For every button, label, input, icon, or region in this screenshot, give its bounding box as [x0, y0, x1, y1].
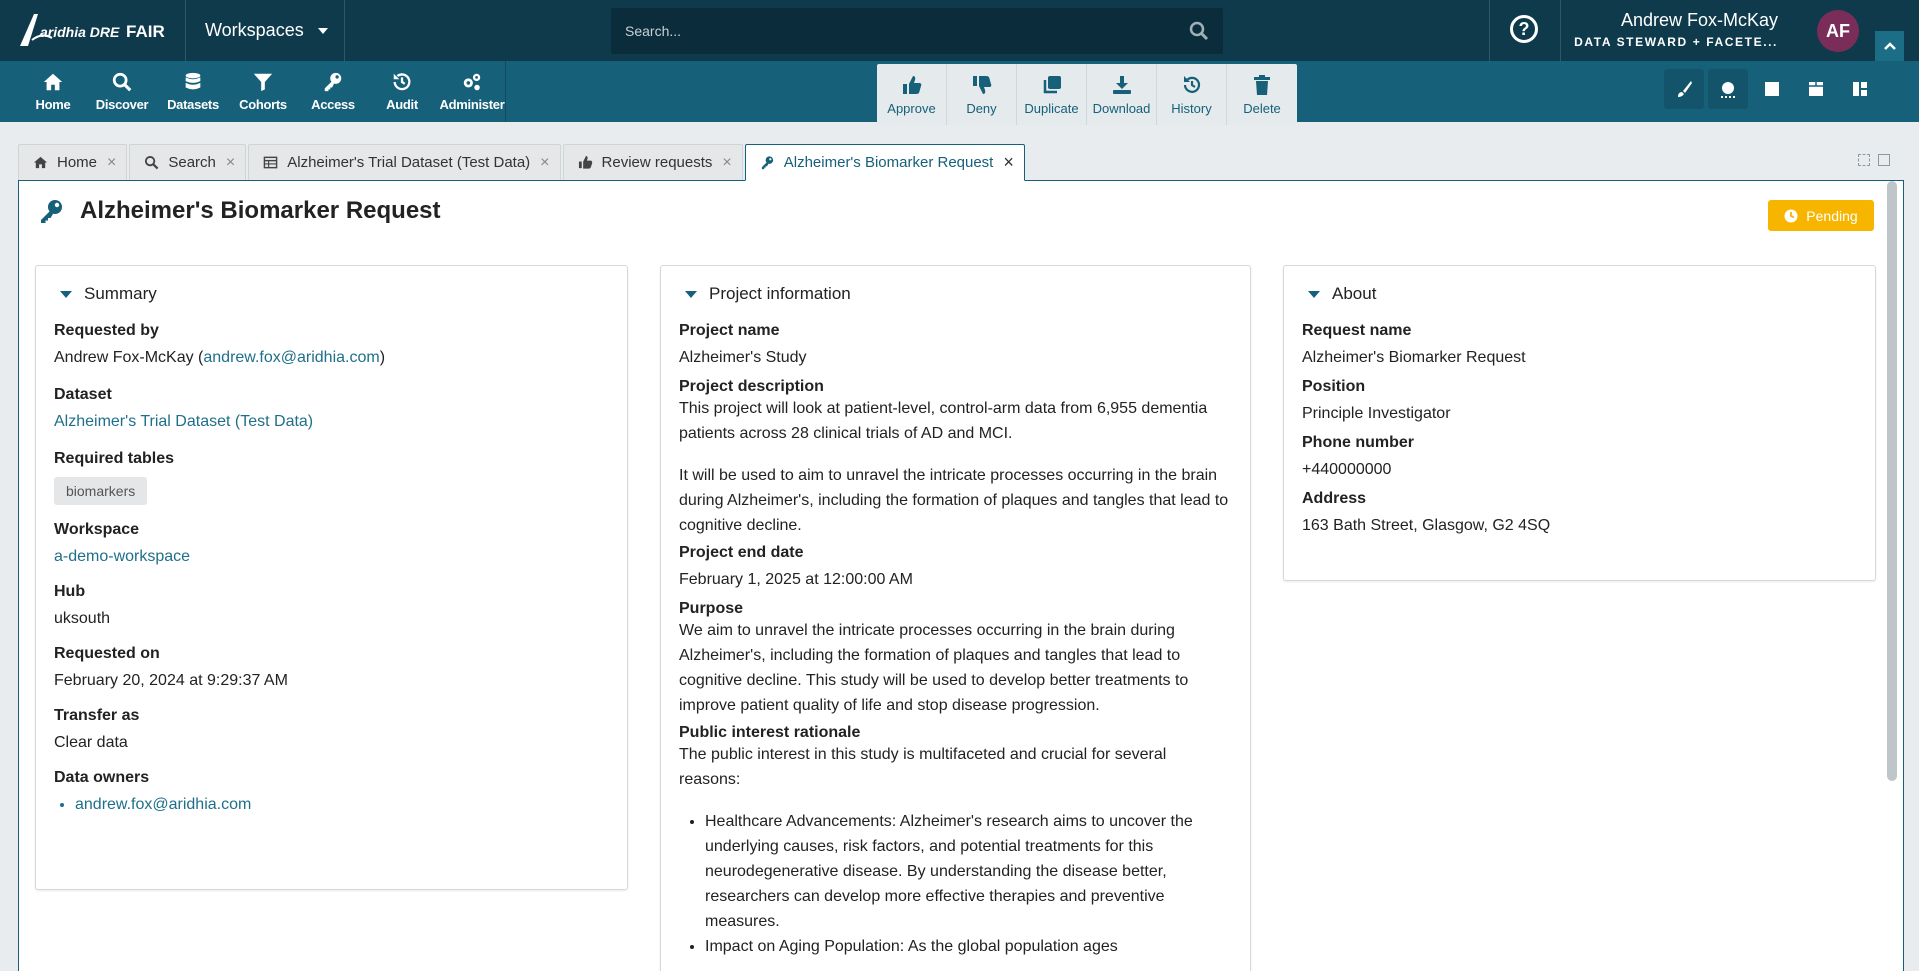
- maximize-icon[interactable]: [1878, 154, 1890, 166]
- data-owner-link[interactable]: • andrew.fox@aridhia.com: [75, 792, 609, 817]
- search-icon: [111, 71, 133, 93]
- layout-grid-icon: [1850, 79, 1870, 99]
- layout-split-icon: [1806, 79, 1826, 99]
- cogs-icon: [461, 71, 483, 93]
- close-icon[interactable]: ×: [1003, 152, 1014, 172]
- user-menu[interactable]: [1560, 10, 1778, 49]
- request-name-value: Alzheimer's Biomarker Request: [1302, 349, 1526, 366]
- about-heading: About: [1332, 284, 1377, 303]
- project-information-toggle[interactable]: [685, 284, 1232, 304]
- caret-down-icon: [60, 291, 72, 298]
- hub-label: Hub: [54, 583, 86, 600]
- key-icon: [39, 198, 65, 224]
- tab-biomarker-request[interactable]: [745, 144, 1025, 181]
- close-icon[interactable]: ×: [107, 153, 117, 171]
- deny-button[interactable]: [947, 64, 1017, 125]
- nav-discover-label: Discover: [95, 97, 149, 112]
- tab-review-requests-label: Review requests: [601, 154, 713, 171]
- collapse-header-button[interactable]: [1875, 31, 1904, 61]
- theme-button[interactable]: [1664, 69, 1704, 109]
- top-bar: [0, 0, 1919, 61]
- caret-down-icon: [318, 28, 328, 34]
- nav-administer-label: Administer: [439, 97, 505, 112]
- tab-search-label: Search: [168, 154, 216, 171]
- project-end-date-value: February 1, 2025 at 12:00:00 AM: [679, 571, 913, 588]
- requester-name: Andrew Fox-McKay (: [54, 349, 204, 366]
- window-controls: [1858, 154, 1890, 166]
- requested-by-value: [54, 345, 609, 370]
- project-description-label: Project description: [679, 378, 824, 395]
- address-value: 163 Bath Street, Glasgow, G2 4SQ: [1302, 517, 1551, 534]
- requested-on-label: Requested on: [54, 645, 160, 662]
- contrast-icon: [1718, 79, 1738, 99]
- summary-heading: Summary: [84, 284, 157, 303]
- brush-icon: [1674, 79, 1694, 99]
- workspaces-label: Workspaces: [205, 20, 304, 40]
- rationale-intro: The public interest in this study is multifaceted and crucial for several reasons:: [679, 746, 1167, 788]
- tab-dataset[interactable]: [248, 144, 560, 180]
- table-chip: biomarkers: [54, 477, 147, 505]
- trash-icon: [1251, 74, 1273, 96]
- workspace-link[interactable]: a-demo-workspace: [54, 548, 191, 565]
- history-icon: [1181, 74, 1203, 96]
- about-panel: [1283, 265, 1876, 581]
- user-name: Andrew Fox-McKay: [1620, 10, 1778, 30]
- project-information-heading: Project information: [709, 284, 851, 303]
- approve-button[interactable]: [877, 64, 947, 125]
- project-description-p1: This project will look at patient-level, control-arm data from 6,955 dementia patients across 28 clinical trials of AD and MCI.: [679, 400, 1208, 442]
- deny-label: Deny: [966, 100, 997, 116]
- nav-access[interactable]: [310, 61, 356, 122]
- requester-email-link[interactable]: andrew.fox@aridhia.com: [203, 349, 380, 366]
- dataset-label: Dataset: [54, 386, 112, 403]
- required-tables-label: Required tables: [54, 450, 175, 467]
- duplicate-label: Duplicate: [1024, 100, 1079, 116]
- purpose-label: Purpose: [679, 600, 744, 617]
- search-icon[interactable]: [1189, 21, 1209, 41]
- nav-home-label: Home: [35, 97, 71, 112]
- layout-split-button[interactable]: [1796, 69, 1836, 109]
- rationale-item: • Impact on Aging Population: As the global population ages: [705, 934, 1232, 959]
- layout-grid-button[interactable]: [1840, 69, 1880, 109]
- scrollbar[interactable]: [1887, 181, 1897, 781]
- position-value: Principle Investigator: [1302, 405, 1451, 422]
- expand-icon[interactable]: [1858, 154, 1870, 166]
- table-icon: [263, 155, 278, 170]
- history-label: History: [1171, 100, 1212, 116]
- tab-home[interactable]: [18, 144, 127, 180]
- requested-on-value: February 20, 2024 at 9:29:37 AM: [54, 672, 288, 689]
- nav-audit[interactable]: [383, 61, 421, 122]
- nav-cohorts[interactable]: [238, 61, 288, 122]
- search-bar: [611, 8, 1223, 54]
- workspaces-dropdown[interactable]: [205, 0, 328, 61]
- request-actions: [877, 64, 1297, 125]
- caret-down-icon: [1308, 291, 1320, 298]
- search-icon: [144, 155, 159, 170]
- request-detail-panel: [18, 180, 1904, 971]
- dataset-link[interactable]: Alzheimer's Trial Dataset (Test Data): [54, 413, 314, 430]
- position-label: Position: [1302, 378, 1366, 395]
- close-icon[interactable]: ×: [722, 153, 732, 171]
- rationale-item: • Healthcare Advancements: Alzheimer's research aims to uncover the underlying causes, risk factors, and potential treatments for this neurodegenerative disease. By understanding the disease better, researchers can develop more effective therapies and preventive measures.: [705, 809, 1232, 934]
- summary-panel: [35, 265, 628, 890]
- nav-datasets[interactable]: [166, 61, 220, 122]
- nav-datasets-label: Datasets: [167, 97, 219, 112]
- caret-down-icon: [685, 291, 697, 298]
- duplicate-button[interactable]: [1017, 64, 1087, 125]
- requester-close-paren: ): [379, 349, 386, 366]
- nav-cohorts-label: Cohorts: [239, 97, 287, 112]
- requested-by-label: Requested by: [54, 322, 159, 339]
- project-information-panel: [660, 265, 1251, 971]
- duplicate-icon: [1041, 74, 1063, 96]
- request-name-label: Request name: [1302, 322, 1412, 339]
- status-badge: [1768, 200, 1874, 231]
- summary-toggle[interactable]: [60, 284, 609, 304]
- tab-home-label: Home: [57, 154, 98, 171]
- home-icon: [42, 71, 64, 93]
- close-icon[interactable]: ×: [225, 153, 236, 171]
- nav-discover[interactable]: [96, 61, 148, 122]
- accessibility-button[interactable]: [1708, 69, 1748, 109]
- close-icon[interactable]: ×: [540, 153, 550, 171]
- page-header: [39, 197, 441, 225]
- download-button[interactable]: [1087, 64, 1157, 125]
- tab-bar: [18, 144, 1025, 180]
- project-end-date-label: Project end date: [679, 544, 804, 561]
- delete-label: Delete: [1243, 100, 1281, 116]
- page-title: Alzheimer's Biomarker Request: [80, 197, 441, 224]
- transfer-as-label: Transfer as: [54, 707, 140, 724]
- address-label: Address: [1302, 490, 1367, 507]
- nav-administer[interactable]: [440, 61, 504, 122]
- layout-single-icon: [1762, 79, 1782, 99]
- project-description-p2: It will be used to aim to unravel the intricate processes occurring in the brain during Alzheimer's, including the formation of plaques and tangles that lead to cognitive decline.: [679, 467, 1229, 534]
- thumbs-up-icon: [578, 155, 593, 170]
- key-icon: [760, 155, 775, 170]
- search-input[interactable]: [611, 23, 1151, 39]
- key-icon: [322, 71, 344, 93]
- approve-label: Approve: [887, 100, 936, 116]
- tab-search[interactable]: [129, 144, 246, 180]
- logo-fair: FAIR: [126, 22, 165, 41]
- about-toggle[interactable]: [1308, 284, 1857, 304]
- avatar[interactable]: AF: [1817, 10, 1859, 52]
- workspace-label: Workspace: [54, 521, 140, 538]
- project-name-value: Alzheimer's Study: [679, 349, 807, 366]
- filter-icon: [252, 71, 274, 93]
- transfer-as-value: Clear data: [54, 734, 128, 751]
- delete-button[interactable]: [1227, 64, 1297, 125]
- tab-dataset-label: Alzheimer's Trial Dataset (Test Data): [287, 154, 531, 171]
- tab-biomarker-request-label: Alzheimer's Biomarker Request: [783, 154, 994, 171]
- home-icon: [33, 155, 48, 170]
- chevron-up-icon: [1882, 38, 1898, 54]
- hub-value: uksouth: [54, 610, 111, 627]
- thumbs-up-icon: [901, 74, 923, 96]
- logo-text: aridhia DRE: [40, 24, 120, 40]
- view-controls: [1664, 69, 1880, 109]
- history-button[interactable]: [1157, 64, 1227, 125]
- status-text: Pending: [1806, 207, 1858, 224]
- database-icon: [182, 71, 204, 93]
- clock-icon: [1784, 209, 1798, 223]
- phone-number-label: Phone number: [1302, 434, 1415, 451]
- layout-single-button[interactable]: [1752, 69, 1792, 109]
- download-label: Download: [1092, 100, 1151, 116]
- nav-access-label: Access: [311, 97, 355, 112]
- help-icon[interactable]: ?: [1510, 15, 1538, 43]
- user-role: DATA STEWARD + FACETE...: [1574, 35, 1778, 49]
- project-name-label: Project name: [679, 322, 780, 339]
- nav-home[interactable]: [32, 61, 74, 122]
- download-icon: [1111, 74, 1133, 96]
- purpose-value: We aim to unravel the intricate processes occurring in the brain during Alzheimer's, including the formation of plaques and tangles that lead to cognitive decline. This study will be used to develop better treatments to improve patient quality of life and stop disease progression.: [679, 622, 1189, 714]
- phone-number-value: +440000000: [1302, 461, 1392, 478]
- rationale-label: Public interest rationale: [679, 724, 861, 741]
- nav-audit-label: Audit: [386, 97, 418, 112]
- history-icon: [391, 71, 413, 93]
- thumbs-down-icon: [971, 74, 993, 96]
- tab-review-requests[interactable]: [563, 144, 743, 180]
- data-owners-label: Data owners: [54, 769, 150, 786]
